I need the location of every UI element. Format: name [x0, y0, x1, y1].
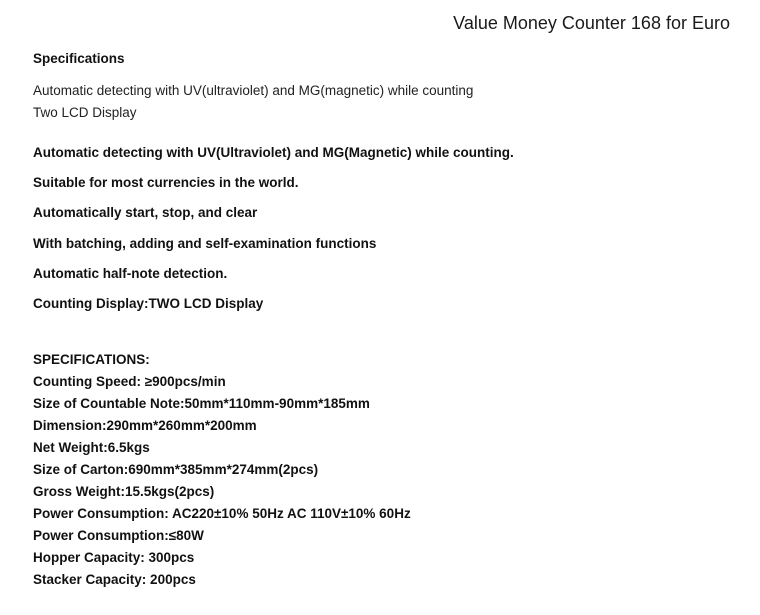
feature-item: Suitable for most currencies in the world. [33, 175, 299, 191]
feature-item: Automatically start, stop, and clear [33, 205, 258, 221]
feature-item: Counting Display:TWO LCD Display [33, 295, 264, 311]
feature-list [33, 144, 733, 313]
feature-item: With batching, adding and self-examination functions [33, 235, 377, 251]
spec-item: Counting Speed: ≥900pcs/min [33, 373, 226, 389]
spec-item: Power Consumption:≤80W [33, 527, 204, 543]
intro-lines [33, 80, 733, 124]
spec-heading: SPECIFICATIONS: [33, 351, 150, 367]
spec-item: Hopper Capacity: 300pcs [33, 549, 195, 565]
cropped-text-fragment [478, 0, 548, 1]
intro-line: Automatic detecting with UV(ultraviolet) and MG(magnetic) while counting [33, 83, 474, 98]
specifications-heading: Specifications [33, 51, 125, 66]
intro-line: Two LCD Display [33, 105, 137, 120]
spec-item: Gross Weight:15.5kgs(2pcs) [33, 483, 215, 499]
spec-item: Size of Countable Note:50mm*110mm-90mm*185mm [33, 395, 370, 411]
spec-item: Size of Carton:690mm*385mm*274mm(2pcs) [33, 461, 319, 477]
product-title: Value Money Counter 168 for Euro [453, 13, 730, 33]
feature-item: Automatic detecting with UV(Ultraviolet) and MG(Magnetic) while counting. [33, 145, 514, 160]
spec-item: Net Weight:6.5kgs [33, 439, 150, 455]
product-description [33, 50, 733, 591]
spec-item: Dimension:290mm*260mm*200mm [33, 417, 257, 433]
spec-item: Stacker Capacity: 200pcs [33, 571, 196, 587]
spec-item: Power Consumption: AC220±10% 50Hz AC 110V±10% 60Hz [33, 505, 411, 521]
spec-list [33, 349, 733, 591]
feature-item: Automatic half-note detection. [33, 265, 228, 281]
